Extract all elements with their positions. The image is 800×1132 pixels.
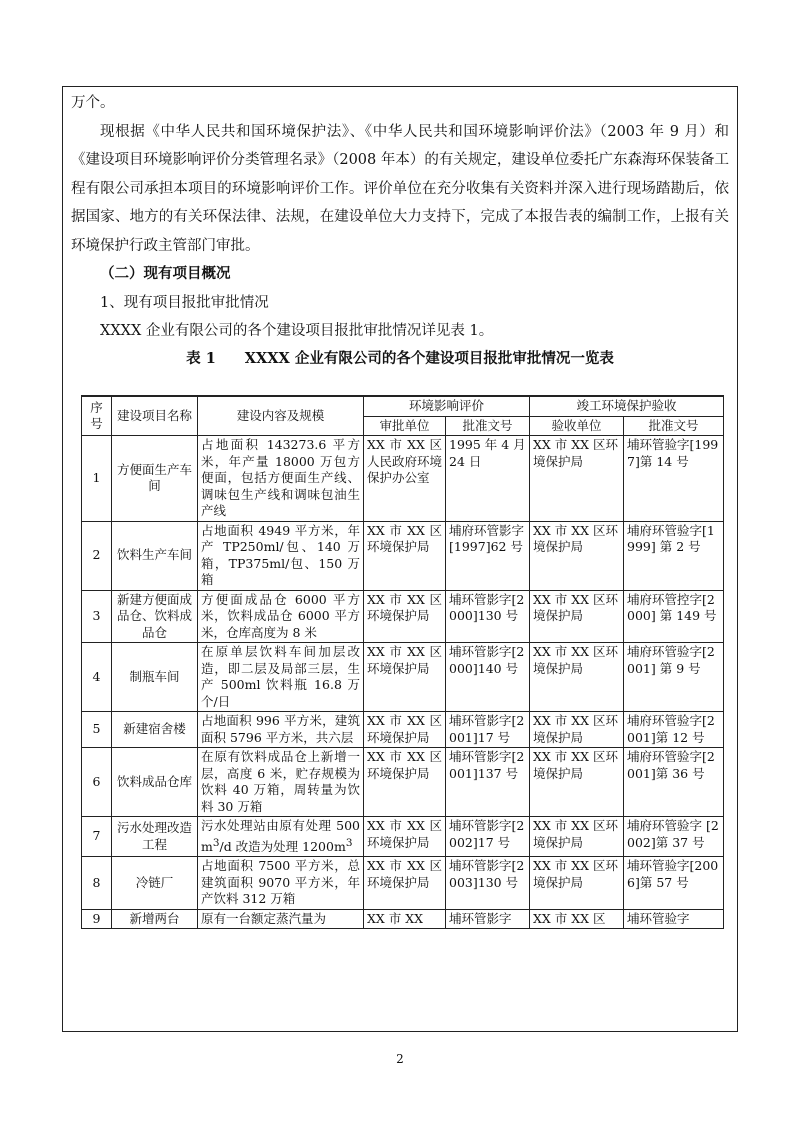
table-row <box>82 748 724 817</box>
row-eia-unit: XX 市 XX 区人民政府环境保护办公室 <box>364 436 446 522</box>
row-no: 5 <box>82 712 112 748</box>
row-acceptance-doc: 埔环管验字[1997]第 14 号 <box>624 436 724 522</box>
row-acceptance-unit: XX 市 XX 区环境保护局 <box>530 817 624 857</box>
row-eia-unit: XX 市 XX 区环境保护局 <box>364 521 446 590</box>
row-no: 9 <box>82 909 112 929</box>
section-heading: （二）现有项目概况 <box>100 265 231 282</box>
row-eia-doc: 埔环管影字 <box>446 909 530 929</box>
row-eia-unit: XX 市 XX 区环境保护局 <box>364 590 446 643</box>
intro-paragraph: 现根据《中华人民共和国环境保护法》、《中华人民共和国环境影响评价法》（2003 年 9 月）和《建设项目环境影响评价分类管理名录》（2008 年本）的有关规定，建设单位委托广东森海环保装备工程有限公司承担本项目的环境影响评价工作。评价单位在充分收集有关资料并深入进行现场踏勘后，依据国家、地方的有关环保法律、法规，在建设单位大力支持下，完成了本报告表的编制工作，上报有关环境保护行政主管部门审批。 <box>71 123 729 254</box>
content-part-a: 污水处理站由原有处理 500m <box>201 818 360 854</box>
row-eia-unit: XX 市 XX 区环境保护局 <box>364 643 446 712</box>
row-eia-doc: 埔环管影字[2003]130 号 <box>446 857 530 910</box>
row-eia-doc: 埔环管影字[2001]17 号 <box>446 712 530 748</box>
header-name: 建设项目名称 <box>112 396 198 436</box>
continued-line: 万个。 <box>71 95 115 111</box>
row-name: 污水处理改造工程 <box>112 817 198 857</box>
row-acceptance-doc: 埔府环管验字[2001] 第 9 号 <box>624 643 724 712</box>
table-row <box>82 521 724 590</box>
row-eia-unit: XX 市 XX 区环境保护局 <box>364 817 446 857</box>
row-acceptance-doc: 埔府环管验字[2001]第 36 号 <box>624 748 724 817</box>
row-eia-doc: 埔府环管影字[1997]62 号 <box>446 521 530 590</box>
table-row <box>82 590 724 643</box>
body-text <box>63 89 737 370</box>
table-row <box>82 857 724 910</box>
row-no: 4 <box>82 643 112 712</box>
row-no: 3 <box>82 590 112 643</box>
row-no: 7 <box>82 817 112 857</box>
table-row <box>82 909 724 929</box>
row-name: 新建宿舍楼 <box>112 712 198 748</box>
row-acceptance-doc: 埔府环管验字 [2002]第 37 号 <box>624 817 724 857</box>
document-frame <box>62 86 738 1032</box>
row-content: 原有一台额定蒸汽量为 <box>198 909 364 929</box>
row-name: 方便面生产车间 <box>112 436 198 522</box>
row-no: 8 <box>82 857 112 910</box>
row-eia-doc: 埔环管影字[2001]137 号 <box>446 748 530 817</box>
row-acceptance-doc: 埔府环管验字[1999] 第 2 号 <box>624 521 724 590</box>
row-acceptance-unit: XX 市 XX 区 <box>530 909 624 929</box>
row-content: 占地面积 4949 平方米，年产 TP250ml/包、140 万箱，TP375ml/包、150 万箱 <box>198 521 364 590</box>
row-eia-doc: 1995 年 4 月 24 日 <box>446 436 530 522</box>
row-eia-doc: 埔环管影字[2000]130 号 <box>446 590 530 643</box>
row-content: 占地面积 143273.6 平方米，年产量 18000 万包方便面，包括方便面生产线、调味包生产线和调味包油生产线 <box>198 436 364 522</box>
row-acceptance-unit: XX 市 XX 区环境保护局 <box>530 857 624 910</box>
row-eia-unit: XX 市 XX 区环境保护局 <box>364 748 446 817</box>
row-acceptance-unit: XX 市 XX 区环境保护局 <box>530 712 624 748</box>
page-number: 2 <box>396 1052 404 1066</box>
superscript-3: 3 <box>345 836 353 849</box>
row-name: 新建方便面成品仓、饮料成品仓 <box>112 590 198 643</box>
header-eia-group: 环境影响评价 <box>364 396 530 416</box>
table-title: 表 1 XXXX 企业有限公司的各个建设项目报批审批情况一览表 <box>186 349 614 367</box>
table-row <box>82 712 724 748</box>
header-acceptance-group: 竣工环境保护验收 <box>530 396 724 416</box>
lead-sentence: XXXX 企业有限公司的各个建设项目报批审批情况详见表 1。 <box>100 323 494 339</box>
subsection-heading: 1、现有项目报批审批情况 <box>100 294 269 311</box>
row-name: 冷链厂 <box>112 857 198 910</box>
approval-table <box>81 395 724 929</box>
row-content <box>198 817 364 857</box>
header-acceptance-doc: 批准文号 <box>624 416 724 436</box>
row-content: 占地面积 996 平方米，建筑面积 5796 平方米，共六层 <box>198 712 364 748</box>
row-eia-unit: XX 市 XX 区环境保护局 <box>364 857 446 910</box>
row-acceptance-doc: 埔环管验字[2006]第 57 号 <box>624 857 724 910</box>
table-row <box>82 643 724 712</box>
row-eia-unit: XX 市 XX 区环境保护局 <box>364 712 446 748</box>
row-content: 方便面成品仓 6000 平方米，饮料成品仓 6000 平方米，仓库高度为 8 米 <box>198 590 364 643</box>
row-eia-doc: 埔环管影字[2000]140 号 <box>446 643 530 712</box>
header-eia-doc: 批准文号 <box>446 416 530 436</box>
row-name: 制瓶车间 <box>112 643 198 712</box>
superscript-3: 3 <box>212 836 220 849</box>
row-content: 在原有饮料成品仓上新增一层，高度 6 米，贮存规模为饮料 40 万箱，周转量为饮料 30 万箱 <box>198 748 364 817</box>
row-content: 在原单层饮料车间加层改造，即二层及局部三层，生产 500ml 饮料瓶 16.8 万个/日 <box>198 643 364 712</box>
row-no: 6 <box>82 748 112 817</box>
row-content: 占地面积 7500 平方米，总建筑面积 9070 平方米，年产饮料 312 万箱 <box>198 857 364 910</box>
row-no: 2 <box>82 521 112 590</box>
row-acceptance-doc: 埔府环管控字[2000] 第 149 号 <box>624 590 724 643</box>
row-eia-unit: XX 市 XX <box>364 909 446 929</box>
table-row <box>82 817 724 857</box>
header-eia-unit: 审批单位 <box>364 416 446 436</box>
row-acceptance-unit: XX 市 XX 区环境保护局 <box>530 643 624 712</box>
row-no: 1 <box>82 436 112 522</box>
row-eia-doc: 埔环管影字[2002]17 号 <box>446 817 530 857</box>
row-acceptance-doc: 埔府环管验字[2001]第 12 号 <box>624 712 724 748</box>
row-acceptance-unit: XX 市 XX 区环境保护局 <box>530 436 624 522</box>
row-name: 新增两台 <box>112 909 198 929</box>
row-acceptance-unit: XX 市 XX 区环境保护局 <box>530 521 624 590</box>
content-part-b: /d 改造为处理 1200m <box>219 838 346 854</box>
row-name: 饮料生产车间 <box>112 521 198 590</box>
row-acceptance-unit: XX 市 XX 区环境保护局 <box>530 748 624 817</box>
header-content: 建设内容及规模 <box>198 396 364 436</box>
header-acceptance-unit: 验收单位 <box>530 416 624 436</box>
table-row <box>82 436 724 522</box>
row-acceptance-unit: XX 市 XX 区环境保护局 <box>530 590 624 643</box>
row-name: 饮料成品仓库 <box>112 748 198 817</box>
header-no: 序号 <box>82 396 112 436</box>
row-acceptance-doc: 埔环管验字 <box>624 909 724 929</box>
